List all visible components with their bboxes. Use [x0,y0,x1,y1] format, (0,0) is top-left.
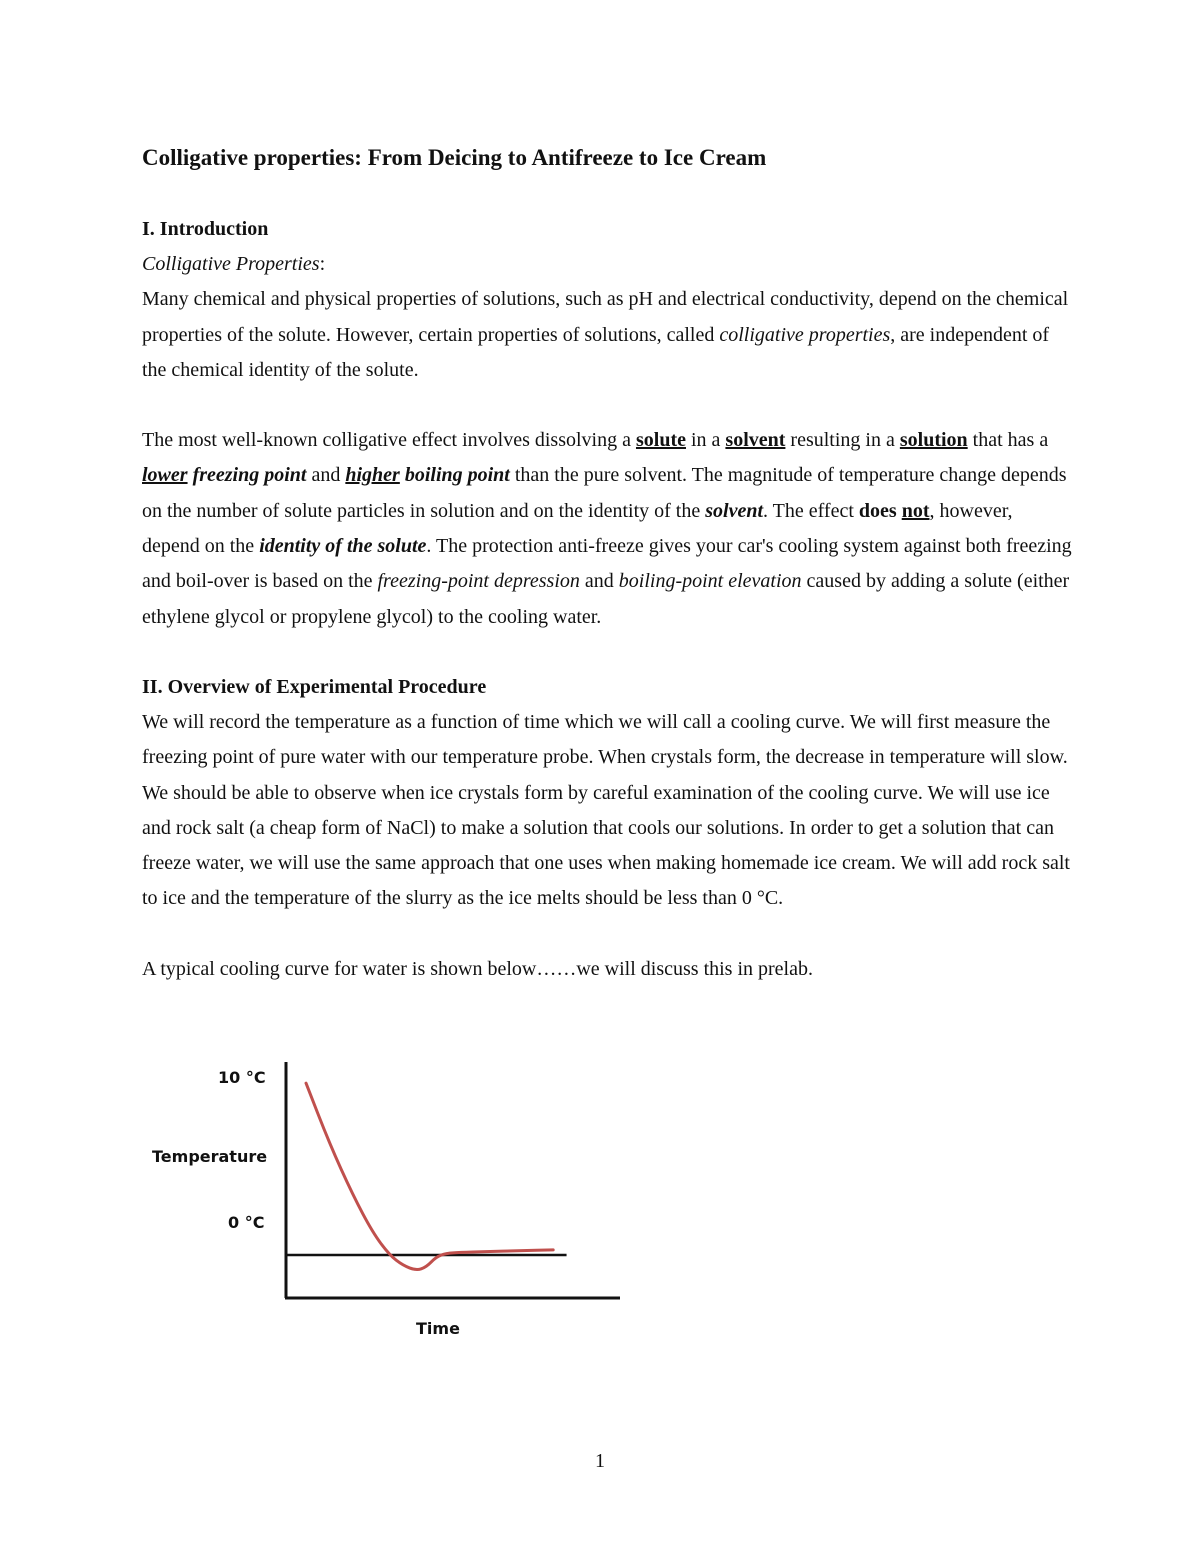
text-run: and [306,464,346,487]
section-overview-heading: II. Overview of Experimental Procedure [142,675,487,698]
text-run: resulting in a [785,429,900,452]
term-does: does [858,499,897,522]
cooling-curve-chart [140,1058,660,1358]
term-colligative-properties: colligative properties [719,323,891,346]
text-run: than the pure solvent. The magnitude of temperature change depends on the number of solute particles in solution and on the identity of the [142,464,1067,522]
term-identity-of-solute: identity of the solute [259,535,427,558]
chart-svg [140,1058,660,1358]
subheading-colon: : [319,253,326,275]
series-line-0 [306,1083,553,1269]
term-not: not [901,499,930,522]
term-solvent-2: solvent [705,499,764,522]
text-run: . The protection anti-freeze gives your car's cooling system against both freezing and boil-over is based on the [142,535,1072,593]
document-page [142,140,1072,987]
term-boiling-point-elevation: boiling-point elevation [618,570,802,593]
page-number: 1 [595,1450,605,1472]
text-run: , are independent of the chemical identity of the solute. [142,323,1050,381]
intro-paragraph-1 [142,282,1072,388]
ytick-label-10: 10 °C [218,1068,266,1087]
term-higher: higher [345,464,400,487]
text-run: in a [685,429,726,452]
term-solvent: solvent [725,429,786,452]
colligative-properties-subheading [142,247,1072,282]
text-run: and [579,570,619,593]
text-run: , however, depend on the [142,499,1013,558]
term-freezing-point-depression: freezing-point depression [377,570,580,593]
section-introduction-heading: I. Introduction [142,218,269,240]
overview-paragraph-2: A typical cooling curve for water is shown below……we will discuss this in prelab. [142,957,813,980]
text-run: that has a [967,429,1049,452]
term-solute: solute [635,429,686,452]
document-title: Colligative properties: From Deicing to Antifreeze to Ice Cream [142,145,767,170]
intro-paragraph-2 [142,423,1072,635]
text-run: Many chemical and physical properties of solutions, such as pH and electrical conductivity, depend on the chemical properties of the solute. However, certain properties of solutions, called [142,288,1069,346]
text-run: The most well-known colligative effect involves dissolving a [142,429,636,452]
subheading-text: Colligative Properties [142,253,320,275]
term-solution: solution [899,429,968,452]
term-boiling-point: boiling point [399,464,510,487]
ytick-label-0: 0 °C [228,1213,265,1232]
text-run: . The effect [763,499,859,522]
term-lower: lower [142,464,188,487]
term-freezing-point: freezing point [187,464,307,487]
y-axis-label: Temperature [152,1147,268,1166]
text-run: caused by adding a solute (either ethylene glycol or propylene glycol) to the cooling water. [142,570,1070,628]
x-axis-label: Time [416,1319,460,1338]
overview-paragraph-1: We will record the temperature as a function of time which we will call a cooling curve. We will first measure the freezing point of pure water with our temperature probe. When crystals form, the decrease in temperature will slow. We should be able to observe when ice crystals form by careful examination of the cooling curve. We will use ice and rock salt (a cheap form of NaCl) to make a solution that cools our solutions. In order to get a solution that can freeze water, we will use the same approach that one uses when making homemade ice cream. We will add rock salt to ice and the temperature of the slurry as the ice melts should be less than 0 °C. [142,710,1070,910]
